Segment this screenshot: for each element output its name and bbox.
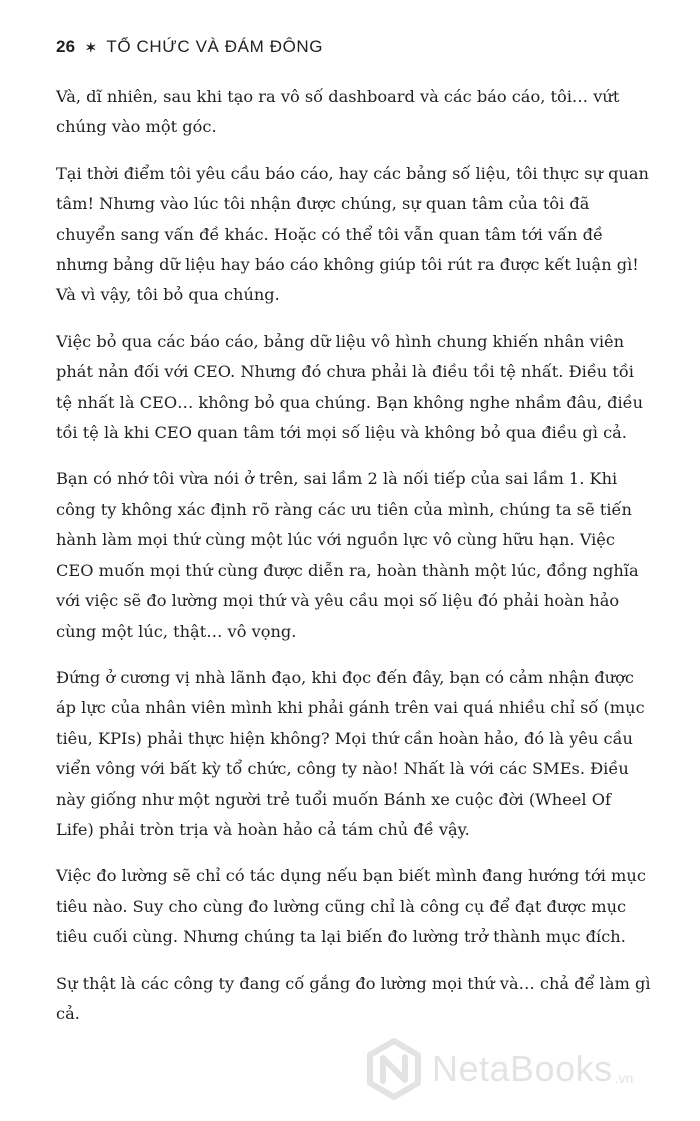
paragraph: Và, dĩ nhiên, sau khi tạo ra vô số dashboard và các báo cáo, tôi… vứt chúng vào một góc. bbox=[56, 87, 620, 137]
paragraph: Việc đo lường sẽ chỉ có tác dụng nếu bạn biết mình đang hướng tới mục tiêu nào. Suy cho cùng đo lường cũng chỉ là công cụ để đạt được mục tiêu cuối cùng. Nhưng chúng ta lại biến đo lường trở thành mục đích. bbox=[56, 866, 646, 947]
watermark-suffix: .vn bbox=[614, 1070, 634, 1086]
paragraph: Sự thật là các công ty đang cố gắng đo lường mọi thứ và… chả để làm gì cả. bbox=[56, 973, 651, 1023]
paragraph: Bạn có nhớ tôi vừa nói ở trên, sai lầm 2 là nối tiếp của sai lầm 1. Khi công ty không xác định rõ ràng các ưu tiên của mình, chúng ta sẽ tiến hành làm mọi thứ cùng một lúc với nguồn lực vô cùng hữu hạn. Việc CEO muốn mọi thứ cùng được diễn ra, hoàn thành một lúc, đồng nghĩa với việc sẽ đo lường mọi thứ và yêu cầu mọi số liệu đó phải hoàn hảo cùng một lúc, thật… vô vọng. bbox=[56, 469, 639, 641]
netabooks-logo-icon bbox=[362, 1037, 426, 1101]
paragraph: Việc bỏ qua các báo cáo, bảng dữ liệu vô hình chung khiến nhân viên phát nản đối với CEO. Nhưng đó chưa phải là điều tồi tệ nhất. Điều tồi tệ nhất là CEO… không bỏ qua chúng. Bạn không nghe nhầm đâu, điều tồi tệ là khi CEO quan tâm tới mọi số liệu và không bỏ qua điều gì cả. bbox=[56, 331, 644, 443]
star-bullet-icon: ✶ bbox=[85, 39, 97, 55]
paragraph: Đứng ở cương vị nhà lãnh đạo, khi đọc đến đây, bạn có cảm nhận được áp lực của nhân viên mình khi phải gánh trên vai quá nhiều chỉ số (mục tiêu, KPIs) phải thực hiện không? Mọi thứ cần hoàn hảo, đó là yêu cầu viển vông với bất kỳ tổ chức, công ty nào! Nhất là với các SMEs. Điều này giống như một người trẻ tuổi muốn Bánh xe cuộc đời (Wheel Of Life) phải tròn trịa và hoàn hảo cả tám chủ đề vậy. bbox=[56, 667, 645, 839]
page-header bbox=[56, 36, 323, 58]
body-text bbox=[56, 82, 652, 1045]
watermark-text: NetaBooks bbox=[432, 1048, 613, 1089]
watermark bbox=[362, 1032, 682, 1106]
paragraph: Tại thời điểm tôi yêu cầu báo cáo, hay các bảng số liệu, tôi thực sự quan tâm! Nhưng vào lúc tôi nhận được chúng, sự quan tâm của tôi đã chuyển sang vấn đề khác. Hoặc có thể tôi vẫn quan tâm tới vấn đề nhưng bảng dữ liệu hay báo cáo không giúp tôi rút ra được kết luận gì! Và vì vậy, tôi bỏ qua chúng. bbox=[56, 163, 649, 305]
page-number: 26 bbox=[56, 37, 76, 56]
running-title: TỔ CHỨC VÀ ĐÁM ĐÔNG bbox=[106, 37, 324, 56]
